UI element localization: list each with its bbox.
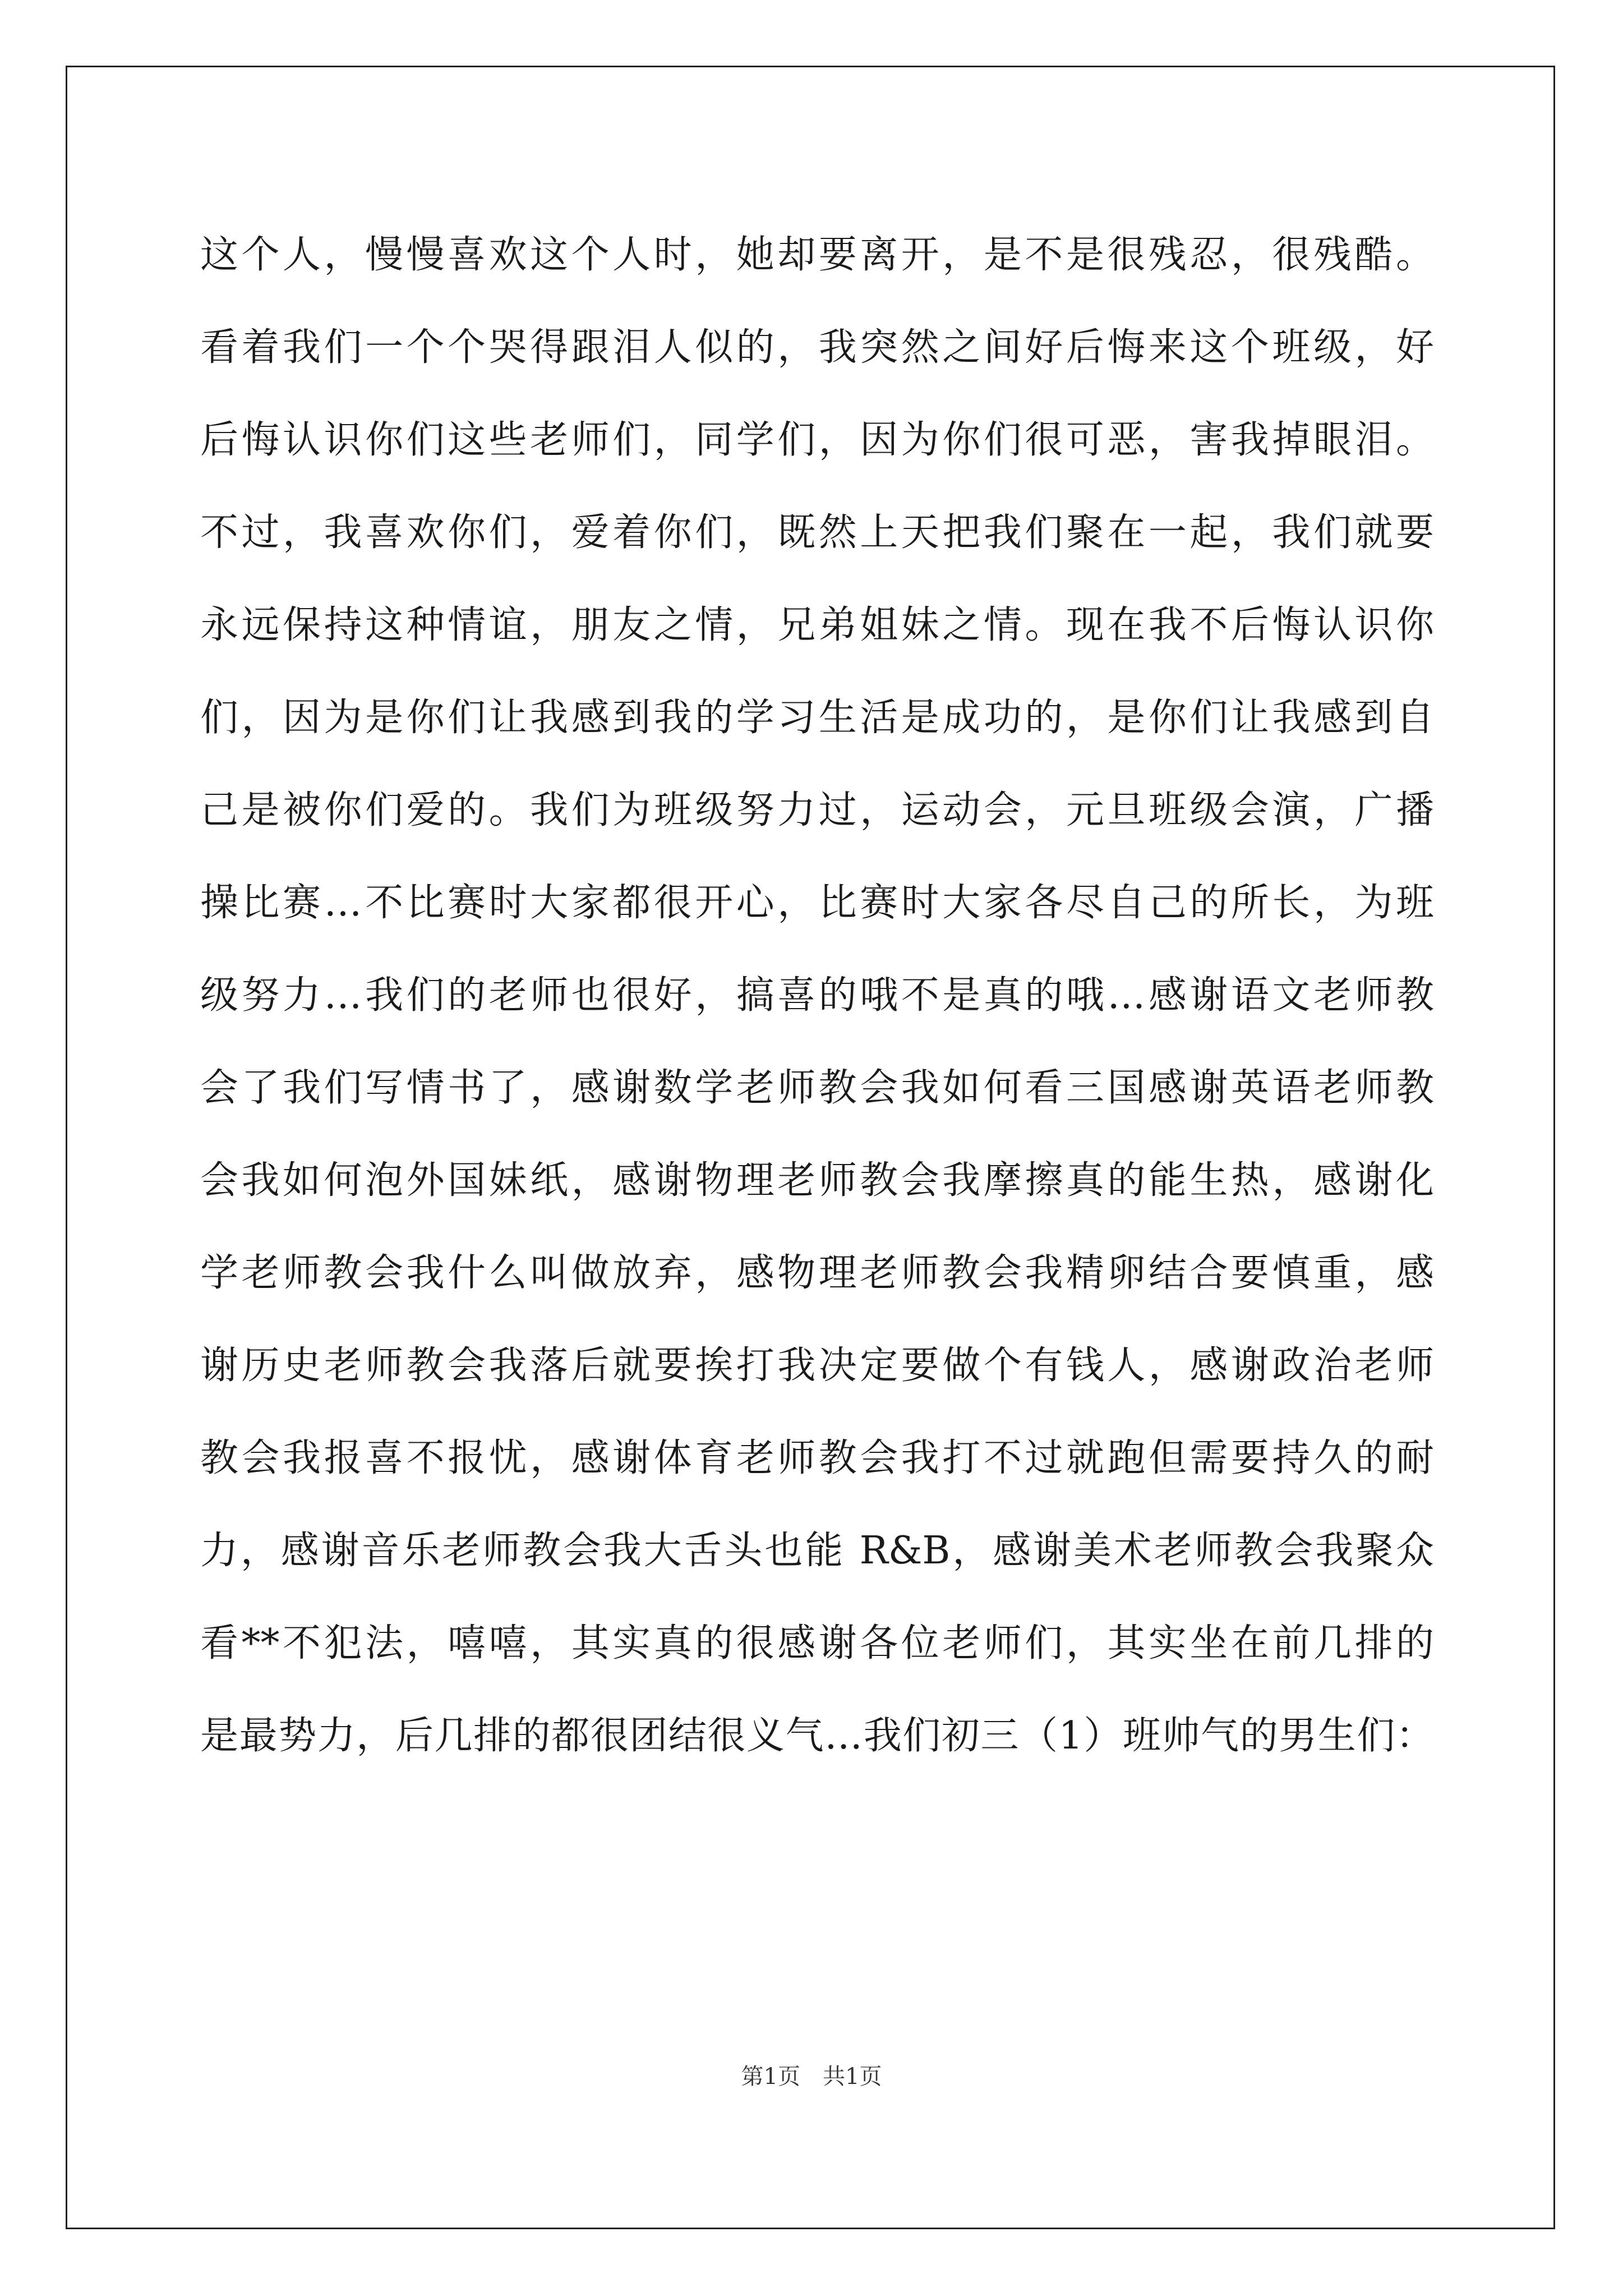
text-line-12: 学老师教会我什么叫做放弃，感物理老师教会我精卵结合要慎重，感 xyxy=(200,1251,1434,1295)
text-line-2: 看着我们一个个哭得跟泪人似的，我突然之间好后悔来这个班级，好 xyxy=(200,325,1434,370)
text-line-10: 会了我们写情书了，感谢数学老师教会我如何看三国感谢英语老师教 xyxy=(200,1066,1434,1110)
text-line-5: 永远保持这种情谊，朋友之情，兄弟姐妹之情。现在我不后悔认识你 xyxy=(200,603,1434,647)
text-line-14: 教会我报喜不报忧，感谢体育老师教会我打不过就跑但需要持久的耐 xyxy=(200,1436,1434,1480)
text-line-3: 后悔认识你们这些老师们，同学们，因为你们很可恶，害我掉眼泪。 xyxy=(200,418,1434,462)
page-number-footer: 第1页 共1页 xyxy=(741,2064,882,2090)
text-line-17: 是最势力，后几排的都很团结很义气…我们初三（1）班帅气的男生们： xyxy=(200,1714,1434,1758)
text-line-16: 看**不犯法，嘻嘻，其实真的很感谢各位老师们，其实坐在前几排的 xyxy=(200,1621,1434,1665)
text-line-4: 不过，我喜欢你们，爱着你们，既然上天把我们聚在一起，我们就要 xyxy=(200,510,1434,555)
text-line-13: 谢历史老师教会我落后就要挨打我决定要做个有钱人，感谢政治老师 xyxy=(200,1343,1434,1388)
text-line-6: 们，因为是你们让我感到我的学习生活是成功的，是你们让我感到自 xyxy=(200,696,1434,740)
text-line-1: 这个人，慢慢喜欢这个人时，她却要离开，是不是很残忍，很残酷。 xyxy=(200,233,1434,277)
text-line-11: 会我如何泡外国妹纸，感谢物理老师教会我摩擦真的能生热，感谢化 xyxy=(200,1158,1434,1203)
text-line-7: 己是被你们爱的。我们为班级努力过，运动会，元旦班级会演，广播 xyxy=(200,788,1434,832)
document-body xyxy=(200,209,1434,1782)
text-line-9: 级努力…我们的老师也很好，搞喜的哦不是真的哦…感谢语文老师教 xyxy=(200,973,1434,1018)
text-line-8: 操比赛…不比赛时大家都很开心，比赛时大家各尽自己的所长，为班 xyxy=(200,881,1434,925)
text-line-15: 力，感谢音乐老师教会我大舌头也能 R&B，感谢美术老师教会我聚众 xyxy=(200,1529,1434,1573)
